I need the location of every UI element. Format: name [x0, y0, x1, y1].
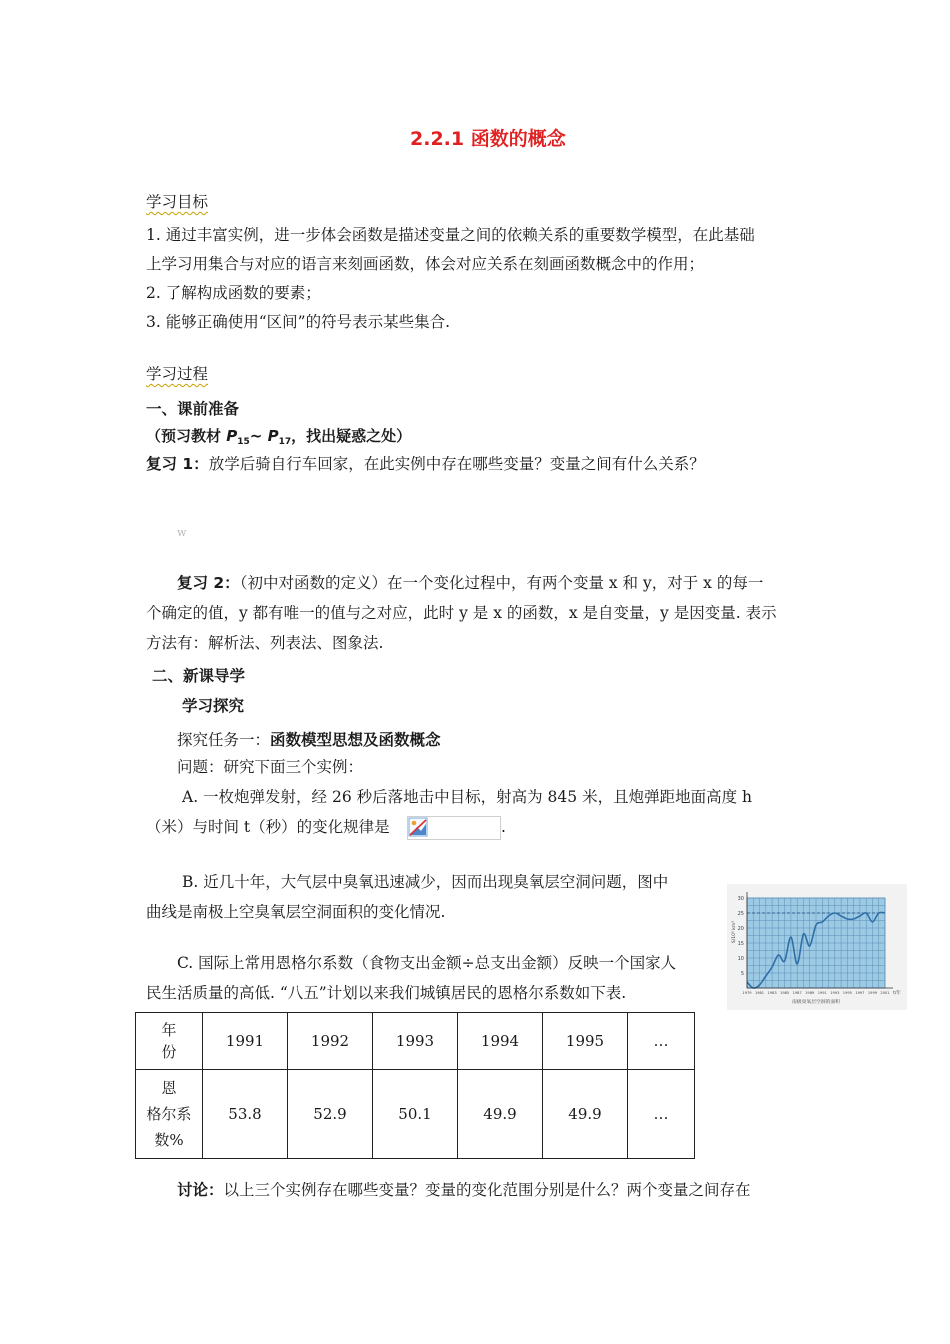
table-row-years — [136, 1013, 695, 1070]
engel-coefficient-table — [135, 1012, 695, 1159]
goal-2: 2. 了解构成函数的要素； — [146, 284, 321, 302]
table-cell: 50.1 — [373, 1070, 458, 1159]
goals-heading: 学习目标 — [146, 193, 209, 211]
x-tick-label: 1997 — [855, 991, 865, 995]
explore-heading: 学习探究 — [182, 697, 245, 715]
table-cell: … — [628, 1013, 695, 1070]
review-2-line-1: 复习 2：（初中对函数的定义）在一个变化过程中，有两个变量 x 和 y，对于 x 的每一 — [177, 574, 764, 592]
table-cell: 49.9 — [543, 1070, 628, 1159]
x-tick-label: 1995 — [842, 991, 852, 995]
table-row-values — [136, 1070, 695, 1159]
x-axis-label: t/年 — [893, 991, 901, 996]
page-title: 2.2.1 函数的概念 — [410, 128, 566, 150]
y-tick-label: 15 — [737, 941, 744, 947]
y-tick-label: 20 — [737, 926, 744, 932]
x-tick-label: 1979 — [742, 991, 752, 995]
y-tick-label: 30 — [737, 896, 744, 902]
y-tick-label: 25 — [737, 911, 744, 917]
x-tick-label: 2001 — [880, 991, 890, 995]
table-cell: 52.9 — [288, 1070, 373, 1159]
process-heading: 学习过程 — [146, 365, 209, 383]
ozone-hole-chart — [727, 884, 907, 1010]
y-tick-label: 10 — [737, 956, 744, 962]
table-cell: 53.8 — [203, 1070, 288, 1159]
y-tick-label: 5 — [740, 971, 744, 977]
discussion: 讨论：以上三个实例存在哪些变量？变量的变化范围分别是什么？两个变量之间存在 — [177, 1181, 751, 1199]
stray-mark: w — [177, 526, 187, 539]
goal-3: 3. 能够正确使用“区间”的符号表示某些集合. — [146, 313, 450, 331]
section-1-heading: 一、课前准备 — [146, 400, 240, 418]
case-b-line-2: 曲线是南极上空臭氧层空洞面积的变化情况. — [146, 903, 446, 921]
case-c-line-1: C. 国际上常用恩格尔系数（食物支出金额÷总支出金额）反映一个国家人 — [177, 954, 677, 972]
table-cell: … — [628, 1070, 695, 1159]
x-tick-label: 1981 — [754, 991, 765, 995]
x-tick-label: 1989 — [805, 991, 815, 995]
row-label-engel: 恩 格尔系 数% — [136, 1070, 203, 1159]
preview-note: （预习教材 $P_{15}\sim$ $P_{17}$，找出疑惑之处） — [146, 427, 412, 447]
review-2-line-2: 个确定的值，y 都有唯一的值与之对应，此时 y 是 x 的函数，x 是自变量，y 是因变量. 表示 — [146, 604, 777, 622]
chart-title: 南极臭氧层空洞的面积 — [792, 1000, 840, 1005]
goal-1-line-2: 上学习用集合与对应的语言来刻画函数，体会对应关系在刻画函数概念中的作用； — [146, 255, 705, 273]
x-tick-label: 1991 — [817, 991, 827, 995]
table-cell: 1993 — [373, 1013, 458, 1070]
x-tick-label: 1993 — [830, 991, 840, 995]
table-cell: 1994 — [458, 1013, 543, 1070]
question-text: 问题：研究下面三个实例： — [177, 758, 364, 776]
case-c-line-2: 民生活质量的高低. “八五”计划以来我们城镇居民的恩格尔系数如下表. — [146, 984, 627, 1002]
review-1: 复习 1：放学后骑自行车回家，在此实例中存在哪些变量？变量之间有什么关系？ — [146, 455, 705, 473]
x-tick-label: 1999 — [867, 991, 878, 995]
x-tick-label: 1983 — [767, 991, 777, 995]
table-cell: 1995 — [543, 1013, 628, 1070]
x-tick-label: 1987 — [792, 991, 802, 995]
y-axis-label: S/10⁶ km² — [732, 920, 737, 944]
case-b-line-1: B. 近几十年，大气层中臭氧迅速减少，因而出现臭氧层空洞问题，图中 — [182, 873, 669, 891]
section-2-heading: 二、新课导学 — [152, 667, 246, 685]
broken-image-icon — [408, 817, 428, 837]
review-2-line-3: 方法有：解析法、列表法、图象法. — [146, 634, 384, 652]
case-a-line-2: （米）与时间 t（秒）的变化规律是 — [146, 818, 390, 836]
case-a-line-1: A. 一枚炮弹发射，经 26 秒后落地击中目标，射高为 845 米，且炮弹距地面高度 h — [182, 788, 752, 806]
table-cell: 1991 — [203, 1013, 288, 1070]
row-label-year: 年 份 — [136, 1013, 203, 1070]
x-tick-label: 1985 — [780, 991, 790, 995]
table-cell: 49.9 — [458, 1070, 543, 1159]
task-heading: 探究任务一：函数模型思想及函数概念 — [177, 731, 441, 749]
case-a-end: . — [501, 818, 506, 836]
table-cell: 1992 — [288, 1013, 373, 1070]
goal-1-line-1: 1. 通过丰富实例，进一步体会函数是描述变量之间的依赖关系的重要数学模型，在此基础 — [146, 226, 755, 244]
